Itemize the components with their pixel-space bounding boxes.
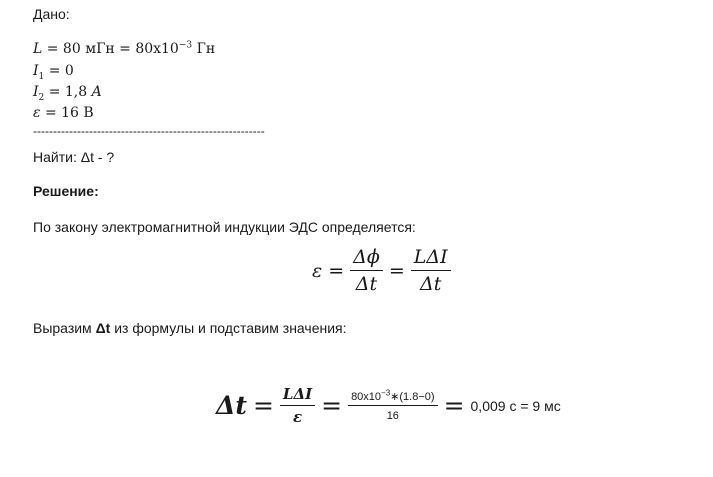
current-2-value: = 1,8 (44, 84, 92, 100)
formula1-equals-1: = (328, 259, 345, 282)
current-2-symbol: I (33, 84, 39, 100)
formula2-fraction-symbolic (280, 385, 315, 426)
given-divider: ---------------------------------------------------------- (33, 124, 265, 138)
formula1-lhs: ε (312, 259, 323, 282)
formula2-equals-3: = (443, 391, 465, 420)
formula1-fraction-flux (350, 246, 383, 295)
inductance-unit: Гн (192, 41, 216, 57)
current-1-subscript: 1 (38, 71, 45, 82)
express-line (33, 320, 347, 336)
solution-title: Решение: (33, 183, 99, 199)
current-2-subscript: 2 (38, 92, 45, 103)
formula2-equals-1: = (252, 391, 274, 420)
formula1-flux-denominator: Δt (355, 273, 378, 295)
given-emf (33, 104, 94, 121)
formula2-numeric-numerator (348, 387, 438, 406)
express-prefix: Выразим (33, 320, 96, 336)
inductance-value: = 80 мГн = 80x10 (42, 41, 179, 57)
emf-symbol: ε (33, 105, 41, 121)
current-1-symbol: I (33, 63, 39, 79)
express-suffix: из формулы и подставим значения: (110, 320, 347, 336)
numerator-tail: ∗(1.8−0) (390, 390, 435, 403)
emf-formula (312, 246, 451, 295)
current-1-value: = 0 (44, 63, 74, 79)
formula2-symbolic-numerator: LΔI (280, 385, 315, 406)
formula2-numeric-denominator: 16 (386, 409, 399, 422)
find-line: Найти: Δt - ? (33, 149, 115, 165)
formula1-current-numerator: LΔI (411, 246, 451, 271)
current-2-unit: A (91, 84, 102, 100)
inductance-symbol: L (33, 41, 43, 57)
formula2-fraction-numeric (348, 387, 438, 422)
formula1-fraction-current (411, 246, 451, 295)
given-current-1 (33, 62, 74, 82)
formula1-current-denominator: Δt (419, 273, 442, 295)
emf-value: = 16 В (40, 105, 94, 121)
formula2-symbolic-denominator: ε (292, 408, 303, 426)
numerator-base: 80x10 (351, 390, 382, 403)
formula2-result: 0,009 с = 9 мс (470, 397, 561, 414)
formula1-equals-2: = (388, 259, 405, 282)
given-title: Дано: (33, 6, 70, 22)
formula1-flux-numerator: Δϕ (350, 246, 383, 271)
numerator-exponent: −3 (381, 387, 391, 397)
inductance-exponent: −3 (178, 40, 193, 51)
time-formula (216, 385, 561, 426)
given-inductance (33, 40, 215, 57)
law-text: По закону электромагнитной индукции ЭДС определяется: (33, 219, 416, 235)
given-current-2 (33, 83, 102, 103)
express-variable: Δt (95, 320, 111, 336)
formula2-equals-2: = (321, 391, 343, 420)
formula2-lhs: Δt (216, 391, 247, 420)
